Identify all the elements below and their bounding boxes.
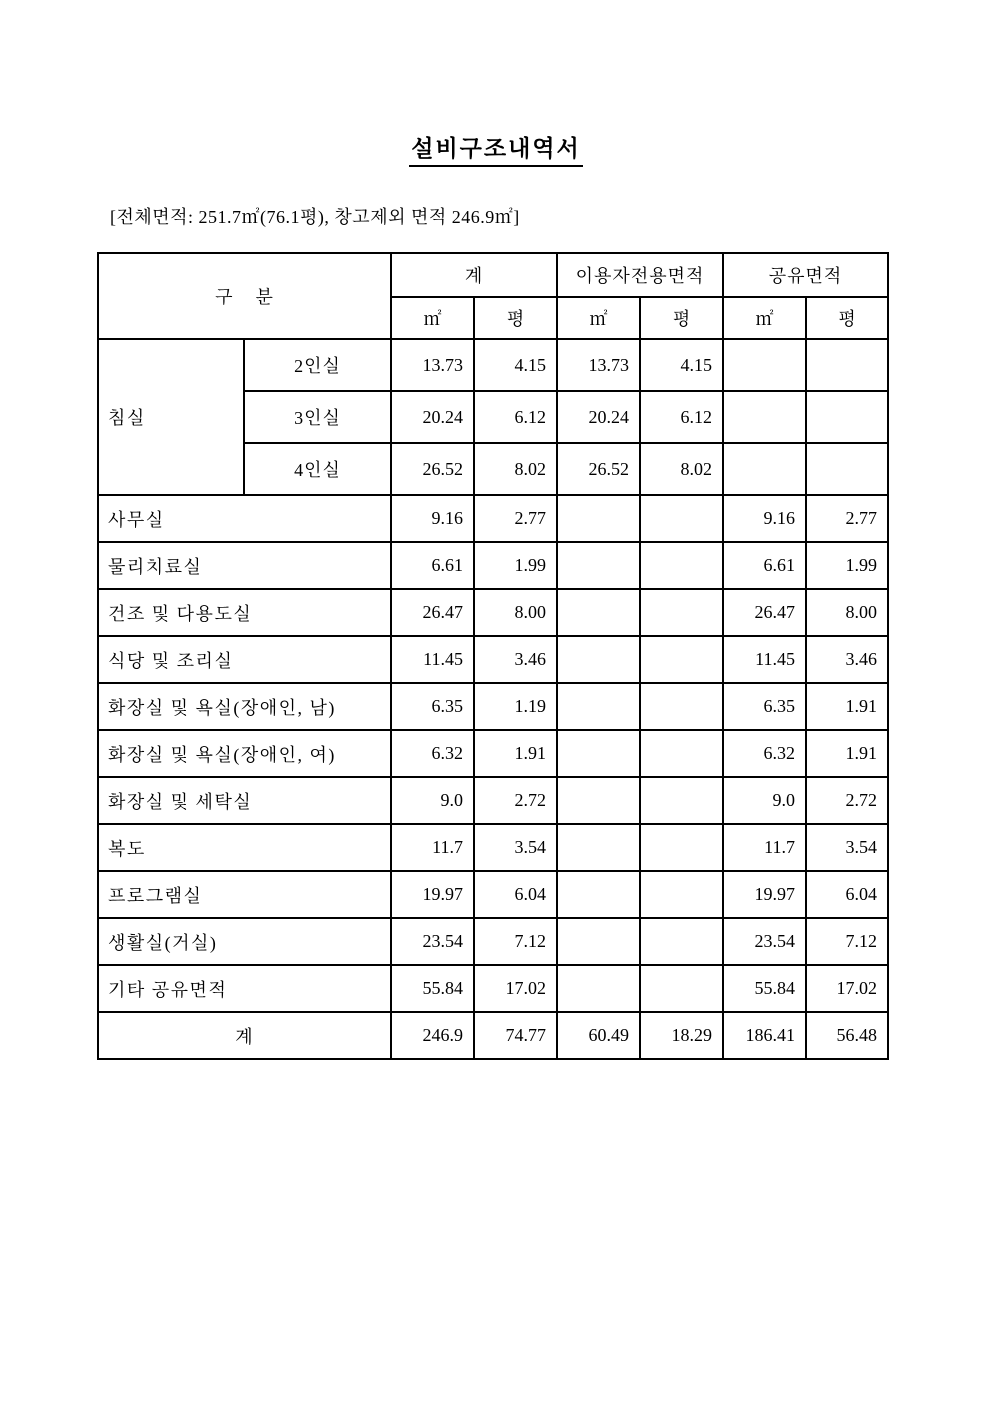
header-row-groups xyxy=(98,253,888,297)
cell-user-m2: 26.52 xyxy=(557,443,640,495)
row-label: 화장실 및 욕실(장애인, 남) xyxy=(98,683,391,730)
cell-shared-pyeong: 1.91 xyxy=(806,730,888,777)
cell-total-pyeong: 1.19 xyxy=(474,683,557,730)
table-row xyxy=(98,730,888,777)
header-group-shared-area: 공유면적 xyxy=(723,253,888,297)
row-label: 화장실 및 세탁실 xyxy=(98,777,391,824)
cell-shared-pyeong xyxy=(806,391,888,443)
row-label: 4인실 xyxy=(244,443,391,495)
cell-total-m2: 26.47 xyxy=(391,589,474,636)
cell-user-m2: 60.49 xyxy=(557,1012,640,1059)
cell-shared-m2 xyxy=(723,339,806,391)
cell-user-m2 xyxy=(557,918,640,965)
row-label: 사무실 xyxy=(98,495,391,542)
row-label: 식당 및 조리실 xyxy=(98,636,391,683)
cell-shared-m2: 186.41 xyxy=(723,1012,806,1059)
cell-total-pyeong: 1.99 xyxy=(474,542,557,589)
cell-shared-pyeong: 2.77 xyxy=(806,495,888,542)
row-label: 프로그램실 xyxy=(98,871,391,918)
cell-shared-pyeong: 3.54 xyxy=(806,824,888,871)
page-title xyxy=(0,0,992,167)
cell-user-pyeong xyxy=(640,636,723,683)
cell-shared-m2 xyxy=(723,443,806,495)
cell-user-m2: 20.24 xyxy=(557,391,640,443)
cell-user-pyeong: 18.29 xyxy=(640,1012,723,1059)
cell-total-m2: 9.16 xyxy=(391,495,474,542)
cell-shared-m2: 23.54 xyxy=(723,918,806,965)
row-label: 화장실 및 욕실(장애인, 여) xyxy=(98,730,391,777)
cell-shared-m2: 19.97 xyxy=(723,871,806,918)
cell-user-m2 xyxy=(557,730,640,777)
cell-user-m2 xyxy=(557,495,640,542)
cell-shared-pyeong: 1.91 xyxy=(806,683,888,730)
row-label: 기타 공유면적 xyxy=(98,965,391,1012)
cell-shared-m2: 11.7 xyxy=(723,824,806,871)
area-table xyxy=(97,252,889,1060)
cell-user-m2 xyxy=(557,965,640,1012)
cell-user-m2 xyxy=(557,683,640,730)
cell-user-m2: 13.73 xyxy=(557,339,640,391)
header-unit-pyeong: 평 xyxy=(640,297,723,339)
header-unit-pyeong: 평 xyxy=(474,297,557,339)
cell-total-pyeong: 6.04 xyxy=(474,871,557,918)
cell-total-pyeong: 2.77 xyxy=(474,495,557,542)
cell-total-m2: 6.35 xyxy=(391,683,474,730)
cell-total-pyeong: 2.72 xyxy=(474,777,557,824)
cell-total-pyeong: 74.77 xyxy=(474,1012,557,1059)
table-row xyxy=(98,777,888,824)
cell-shared-pyeong: 56.48 xyxy=(806,1012,888,1059)
cell-user-pyeong xyxy=(640,683,723,730)
row-label: 물리치료실 xyxy=(98,542,391,589)
cell-total-pyeong: 3.46 xyxy=(474,636,557,683)
cell-shared-pyeong: 7.12 xyxy=(806,918,888,965)
cell-user-pyeong xyxy=(640,777,723,824)
cell-total-m2: 19.97 xyxy=(391,871,474,918)
table-row xyxy=(98,965,888,1012)
cell-total-m2: 11.7 xyxy=(391,824,474,871)
header-category: 구 분 xyxy=(98,253,391,339)
cell-user-pyeong xyxy=(640,918,723,965)
cell-user-pyeong xyxy=(640,730,723,777)
row-label: 복도 xyxy=(98,824,391,871)
total-row xyxy=(98,1012,888,1059)
cell-shared-m2: 55.84 xyxy=(723,965,806,1012)
table-row xyxy=(98,589,888,636)
page-title-text: 설비구조내역서 xyxy=(409,130,583,167)
cell-shared-m2: 26.47 xyxy=(723,589,806,636)
cell-shared-pyeong: 3.46 xyxy=(806,636,888,683)
cell-shared-m2: 11.45 xyxy=(723,636,806,683)
cell-user-pyeong xyxy=(640,589,723,636)
table-row xyxy=(98,636,888,683)
cell-user-m2 xyxy=(557,777,640,824)
cell-user-pyeong xyxy=(640,824,723,871)
cell-shared-pyeong xyxy=(806,443,888,495)
table-row-bedroom-2 xyxy=(98,339,888,391)
cell-user-pyeong xyxy=(640,871,723,918)
table-row xyxy=(98,683,888,730)
cell-shared-m2: 6.32 xyxy=(723,730,806,777)
cell-total-m2: 23.54 xyxy=(391,918,474,965)
cell-user-m2 xyxy=(557,589,640,636)
row-label: 건조 및 다용도실 xyxy=(98,589,391,636)
table-row xyxy=(98,542,888,589)
cell-user-m2 xyxy=(557,636,640,683)
row-label: 3인실 xyxy=(244,391,391,443)
cell-total-pyeong: 8.00 xyxy=(474,589,557,636)
cell-total-m2: 11.45 xyxy=(391,636,474,683)
cell-shared-m2: 9.16 xyxy=(723,495,806,542)
table-row xyxy=(98,495,888,542)
cell-total-pyeong: 3.54 xyxy=(474,824,557,871)
cell-total-m2: 13.73 xyxy=(391,339,474,391)
cell-user-pyeong: 8.02 xyxy=(640,443,723,495)
header-unit-m2: ㎡ xyxy=(391,297,474,339)
header-unit-pyeong: 평 xyxy=(806,297,888,339)
cell-total-m2: 20.24 xyxy=(391,391,474,443)
cell-total-m2: 6.32 xyxy=(391,730,474,777)
cell-total-pyeong: 17.02 xyxy=(474,965,557,1012)
table-row xyxy=(98,871,888,918)
cell-shared-pyeong: 17.02 xyxy=(806,965,888,1012)
bedroom-group-label: 침실 xyxy=(98,339,244,495)
header-unit-m2: ㎡ xyxy=(557,297,640,339)
cell-shared-pyeong: 8.00 xyxy=(806,589,888,636)
cell-shared-m2 xyxy=(723,391,806,443)
cell-total-pyeong: 7.12 xyxy=(474,918,557,965)
cell-total-m2: 246.9 xyxy=(391,1012,474,1059)
header-unit-m2: ㎡ xyxy=(723,297,806,339)
cell-total-pyeong: 8.02 xyxy=(474,443,557,495)
table-row xyxy=(98,918,888,965)
cell-total-m2: 55.84 xyxy=(391,965,474,1012)
row-label: 2인실 xyxy=(244,339,391,391)
row-label: 생활실(거실) xyxy=(98,918,391,965)
header-group-total: 계 xyxy=(391,253,557,297)
cell-user-pyeong xyxy=(640,965,723,1012)
header-group-user-area: 이용자전용면적 xyxy=(557,253,723,297)
cell-total-pyeong: 1.91 xyxy=(474,730,557,777)
cell-total-m2: 6.61 xyxy=(391,542,474,589)
cell-user-m2 xyxy=(557,871,640,918)
cell-shared-pyeong: 1.99 xyxy=(806,542,888,589)
cell-shared-pyeong: 2.72 xyxy=(806,777,888,824)
cell-total-pyeong: 4.15 xyxy=(474,339,557,391)
cell-total-m2: 9.0 xyxy=(391,777,474,824)
cell-user-pyeong xyxy=(640,495,723,542)
cell-user-m2 xyxy=(557,542,640,589)
cell-user-pyeong xyxy=(640,542,723,589)
table-row xyxy=(98,824,888,871)
cell-user-pyeong: 6.12 xyxy=(640,391,723,443)
cell-shared-m2: 6.61 xyxy=(723,542,806,589)
cell-shared-pyeong: 6.04 xyxy=(806,871,888,918)
cell-user-pyeong: 4.15 xyxy=(640,339,723,391)
cell-user-m2 xyxy=(557,824,640,871)
total-label: 계 xyxy=(98,1012,391,1059)
cell-shared-m2: 6.35 xyxy=(723,683,806,730)
total-area-note: [전체면적: 251.7㎡(76.1평), 창고제외 면적 246.9㎡] xyxy=(110,207,520,227)
cell-total-m2: 26.52 xyxy=(391,443,474,495)
cell-shared-pyeong xyxy=(806,339,888,391)
cell-shared-m2: 9.0 xyxy=(723,777,806,824)
cell-total-pyeong: 6.12 xyxy=(474,391,557,443)
